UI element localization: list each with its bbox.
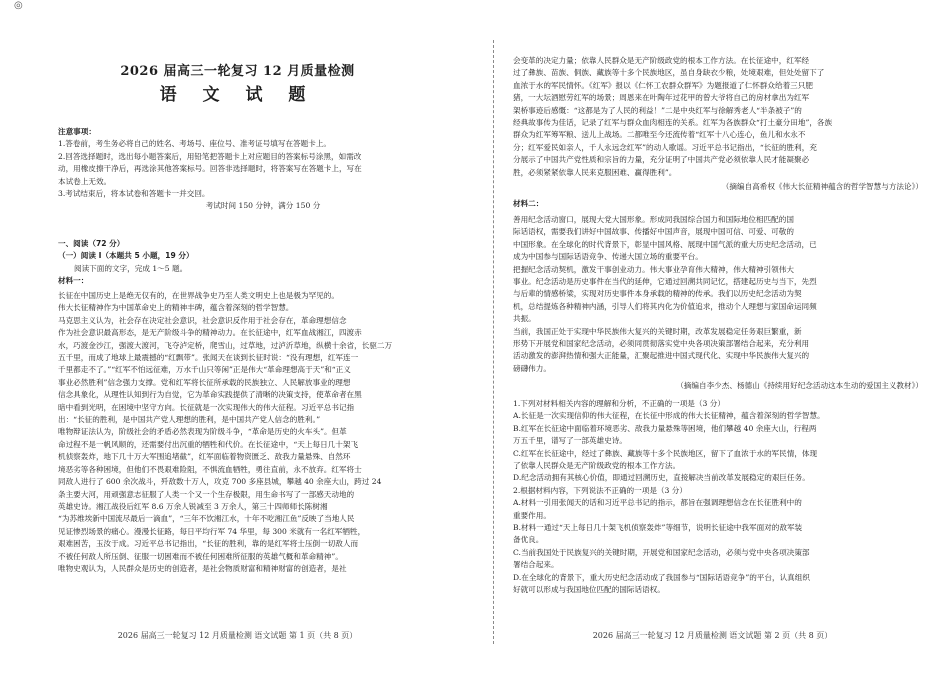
question-line: 了依靠人民群众是无产阶级政党的根本工作方法。 [513,461,681,471]
question-line: 万五千里，谱写了一部英雄史诗。 [513,436,627,446]
body-line: 命过程不是一帆风顺的，还需要付出沉重的牺牲和代价。在长征途中，“天上每日几十架飞 [58,439,359,449]
body-line: 暗中看到光明，在困境中坚守方向。长征就是一次实现伟大的伟大征程。习近平总书记指 [58,402,355,412]
body-line: 事业。纪念活动是历史事件在当代的延伸，它通过回溯共同记忆，搭建起历史与当下，先烈 [513,277,817,287]
body-line: 与后辈的情感桥梁，实现对历史事件本身承载的精神的传承。我们以历史纪念活动为契 [513,289,802,299]
body-line: 中国形象。在全球化的时代背景下，彰显中国风格、展现中国气派的重大历史纪念活动，已 [513,239,817,249]
body-line: 血浓于水的军民情怀。《红军》报以《仁怀工农群众群军》为题报道了仁怀群众给着三只肥 [513,80,813,90]
question-line: 备优良。 [513,535,544,545]
body-line: “为苏维埃新中国流尽最后一滴血”，“三年不饮湘江水，十年不吃湘江鱼”反映了当地人民 [58,514,355,524]
body-line: 分展示了中国共产党性质和宗旨的力量，充分证明了中国共产党必须依靠人民才能凝聚必 [513,155,810,165]
body-line: 当前，我国正处于实现中华民族伟大复兴的关键时期，改革发展稳定任务艰巨繁重，新 [513,326,802,336]
left-footer: 2026 届高三一轮复习 12 月质量检测 语文试题 第 1 页（共 8 页） [117,631,358,640]
question-line: 2.根据材料内容，下列说法不正确的一项是（3 分） [513,485,687,495]
body-line: 过了彝族、苗族、侗族、藏族等十多个民族地区，虽自身缺衣少粮，处境艰难，但处处留下了 [513,68,825,78]
body-line: 经典故事传为佳话，记录了红军与群众血肉相连的关系。红军为各族群众“打土豪分田地”，各族 [513,118,833,128]
question-line: A.长征是一次实现信仰的伟大征程，在长征中形成的伟大长征精神，蕴含着深刻的哲学智慧。 [513,411,825,421]
body-line: 作为社会意识最高形态，是无产阶级斗争的精神动力。在长征途中，红军血战湘江，四渡赤 [58,328,362,338]
body-line: 千里都走不了。”“红军不怕远征难，万水千山只等闲”正是伟大“革命理想高于天”和“正义 [58,365,351,375]
question-line: D.在全球化的背景下，重大历史纪念活动成了我国参与“国际话语竞争”的平台，认真组织 [513,572,810,582]
question-line: 重要作用。 [513,510,551,520]
question-line: 署结合起来。 [513,560,559,570]
corner-mark-icon: ◎ [14,0,23,11]
body-line: 不被任何敌人所压倒、征服一切困难而不被任何困难所征服的英雄气概和革命精神”。 [58,551,343,561]
questions-block [513,398,923,597]
notes-block [58,126,468,213]
material1-continued [513,55,923,179]
note-item: 本试卷上无效。 [58,176,112,186]
body-line: 同敌人进行了 600 余次战斗，歼敌数十万人，攻克 700 多座县城，攀越 40 余座大山，跨过 24 [58,477,382,487]
body-line: 磅礴伟力。 [513,363,551,373]
body-line: 成为中国参与国际话语竞争、传递大国立场的重要平台。 [513,252,703,262]
body-line: 条主要大河，用顽强意志征服了人类一个又一个生存极限，用生命书写了一部感天动地的 [58,489,355,499]
body-line: 艰难困苦，玉汝于成。习近平总书记指出，“长征的胜利，靠的是红军将士压倒一切敌人而 [58,539,359,549]
body-line: 水，巧渡金沙江，强渡大渡河，飞夺泸定桥，爬雪山，过草地，过泸沂草地，纵横十余省，长驱二万 [58,340,393,350]
body-line: 活动激发的澎湃热情和强大正能量，汇聚起推进中国式现代化、实现中华民族伟大复兴的 [513,351,810,361]
question-line: B.材料一通过“天上每日几十架飞机侦察轰炸”等细节，说明长征途中我军面对的敌军装 [513,523,803,533]
question-line: 好就可以形成与我国地位匹配的国际话语权。 [513,585,665,595]
section-title: 一、阅读（72 分） [58,239,125,248]
body-line: 事业必然胜利”信念强力支撑。党和红军将长征所承载的民族独立、人民解放事业的理想 [58,377,351,387]
question-line: C.当前我国处于民族复兴的关键时期，开展党和国家纪念活动，必须与党中央各项决策部 [513,547,810,557]
body-line: 分；红军爱民如亲人，千人永远念红军”的动人歌谣。习近平总书记指出，“长征的胜利，充 [513,142,817,152]
note-item: 动，用橡皮擦干净后，再选涂其他答案标号。回答非选择题时，将答案写在答题卡上，写在 [58,164,362,174]
body-line: 英雄史诗。湘江战役后红军 8.6 万余人锐减至 3 万余人，第三十四师师长陈树湘 [58,501,328,511]
section-heading-block [58,238,468,288]
body-line: 形势下开展党和国家纪念活动，必须同贯彻落实党中央各项决策部署结合起来，充分利用 [513,339,810,349]
body-line: 际话语权，需要我们讲好中国故事、传播好中国声音，展现中国可信、可爱、可敬的 [513,227,794,237]
question-line: D.纪念活动拥有其核心价值，即通过回溯历史，直接解决当前改革发展稳定的艰巨任务。 [513,473,810,483]
material2-label: 材料二： [513,199,544,208]
body-line: 群众为红军筹军粮、送儿上战场。二都唯至今还流传着“红军十八心连心，鱼儿和水永不 [513,130,806,140]
body-line: 架桥事迹后感慨：“这都是为了人民的利益！”二是中央红军与徐解秀老人“半条被子”的 [513,105,802,115]
question-line: 1.下列对材料相关内容的理解和分析，不正确的一项是（3 分） [513,399,725,408]
material1-text [58,290,468,575]
body-line: 善用纪念活动窗口，展现大党大国形象。形成同我国综合国力和国际地位相匹配的国 [513,215,794,224]
body-line: 五千里，而成了地球上最震撼的“红飘带”。张闻天在谈到长征时说：“没有理想，红军连一 [58,353,359,363]
body-line: 机侦察轰炸，地下几十万大军围追堵截”，红军面临着物资匮乏、敌我力量悬殊、自然环 [58,452,351,462]
question-line: B.红军在长征途中面临着环境恶劣、敌我力量悬殊等困境，他们攀越 40 余座大山，行程两 [513,423,817,433]
body-line: 机，总结提炼各种精神内涵，引导人们将其内化为价值追求，推动个人理想与家国命运同频 [513,301,817,311]
body-line: 出：“长征的胜利，是中国共产党人理想的胜利，是中国共产党人信念的胜利。” [58,415,321,425]
right-footer: 2026 届高三一轮复习 12 月质量检测 语文试题 第 2 页（共 8 页） [592,631,833,640]
body-line: 唯物辩证法认为，阶级社会的矛盾必然表现为阶级斗争，“革命是历史的火车头”。但革 [58,427,347,437]
exam-subject: 语 文 试 题 [159,85,316,105]
body-line: 见证惨烈场景的痛心。漫漫长征路，每日平均行军 74 华里，每 300 米就有一名红军牺牲， [58,526,366,536]
source-material1: （摘编自高希权《伟大长征精神蕴含的哲学智慧与方法论》） [721,182,923,191]
body-line: 会变革的决定力量；依靠人民群众是无产阶级政党的根本工作方法。在长征途中，红军经 [513,56,810,65]
body-line: 猪，一大坛酒慰劳红军的场景；周恩来在叶陶年过花甲的曾大爷将自己的房材拿出为红军 [513,93,810,103]
body-line: 信念具象化，从理性认知到行为自觉，它为革命实践提供了清晰的决策支持，使革命者在黑 [58,390,362,400]
material2-text [513,214,923,375]
material1-label: 材料一： [58,276,89,286]
time-info: 考试时间 150 分钟，满分 150 分 [205,201,321,211]
body-line: 境恶劣等各种困境，但他们不畏艰难险阻，不惧流血牺牲，勇往直前，永不放弃。红军将士 [58,464,362,474]
note-item: 3.考试结束后，将本试卷和答题卡一并交回。 [58,189,210,199]
instruction: 阅读下面的文字，完成 1～5 题。 [74,263,188,273]
body-line: 长征在中国历史上是绝无仅有的，在世界战争史乃至人类文明史上也是极为罕见的。 [58,291,339,300]
notes-heading: 注意事项： [58,127,96,136]
body-line: 共振。 [513,314,536,324]
body-line: 马克思主义认为，社会存在决定社会意识，社会意识反作用于社会存在，革命理想信念 [58,315,347,325]
body-line: 把握纪念活动契机，激发干事创业动力。伟大事业孕育伟大精神，伟大精神引领伟大 [513,264,794,274]
note-item: 1.答卷前，考生务必将自己的姓名、考场号、座位号、准考证号填写在答题卡上。 [58,139,332,149]
question-line: C.红军在长征途中，经过了彝族、藏族等十多个民族地区，留下了血浓于水的军民情，体现 [513,448,818,458]
source-material2: （摘编自李少杰、杨德山《持续用好纪念活动这本生动的爱国主义教材》） [676,381,923,390]
body-line: 伟大长征精神作为中国革命史上的精神丰碑，蕴含着深刻的哲学智慧。 [58,303,294,313]
body-line: 唯物史观认为，人民群众是历史的创造者，是社会物质财富和精神财富的创造者，是社 [58,563,347,573]
question-line: A.材料一引用张闻天的话和习近平总书记的指示，都旨在强调理想信念在长征胜利中的 [513,498,802,508]
body-line: 胜，必须紧紧依靠人民来克服困难、赢得胜利”。 [513,167,677,177]
note-item: 2.回答选择题时，选出每小题答案后，用铅笔把答题卡上对应题目的答案标号涂黑，如需改 [58,151,362,161]
exam-title: 2026 届高三一轮复习 12 月质量检测 [120,64,355,79]
sub-section-title: （一）阅读 I（本题共 5 小题，19 分） [58,251,194,261]
